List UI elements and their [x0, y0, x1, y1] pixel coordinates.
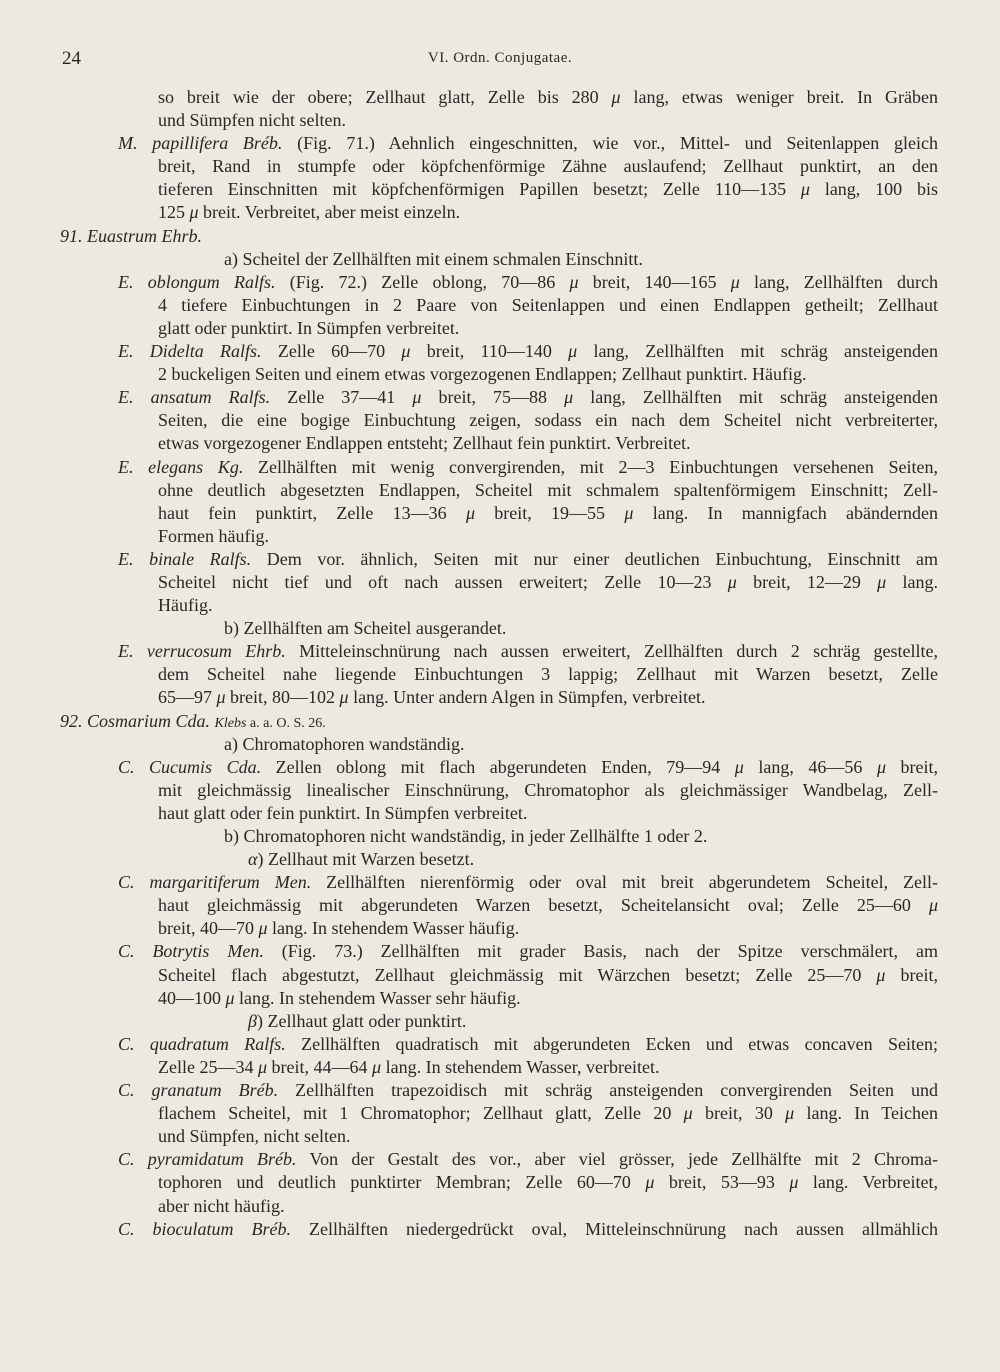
text-line: tophoren und deutlich punktirter Membran; Zelle 60—70 μ breit, 53—93 μ lang. Verbreitet, [158, 1172, 938, 1193]
text-line: E. binale Ralfs. Dem vor. ähnlich, Seiten mit nur einer deutlichen Einbuchtung, Einschnitt am [118, 548, 938, 569]
text-line: 4 tiefere Einbuchtungen in 2 Paare von Seitenlappen und einen Endlappen getheilt; Zellhaut [158, 294, 938, 315]
text-line: haut fein punktirt, Zelle 13—36 μ breit, 19—55 μ lang. In mannigfach abändernden [158, 502, 938, 523]
text-line: mit gleichmässig linealischer Einschnürung, Chromatophor als gleichmässiger Wandbelag, Zell- [158, 779, 938, 800]
text-line: 40—100 μ lang. In stehendem Wasser sehr häufig. [158, 987, 521, 1008]
text-line: Zelle 25—34 μ breit, 44—64 μ lang. In stehendem Wasser, verbreitet. [158, 1056, 660, 1077]
text-line: a) Scheitel der Zellhälften mit einem schmalen Einschnitt. [224, 248, 643, 269]
text-line: E. verrucosum Ehrb. Mitteleinschnürung nach aussen erweitert, Zellhälften durch 2 schräg gestellte, [118, 641, 938, 662]
text-line: 65—97 μ breit, 80—102 μ lang. Unter andern Algen in Sümpfen, verbreitet. [158, 687, 706, 708]
text-line: C. Botrytis Men. (Fig. 73.) Zellhälften mit grader Basis, nach der Spitze verschmälert, am [118, 941, 938, 962]
text-line: Häufig. [158, 595, 213, 616]
text-line: dem Scheitel nahe liegende Einbuchtungen 3 lappig; Zellhaut mit Warzen besetzt, Zelle [158, 664, 938, 685]
text-line: tieferen Einschnitten mit köpfchenförmigen Papillen besetzt; Zelle 110—135 μ lang, 100 bis [158, 179, 938, 200]
text-line: C. pyramidatum Bréb. Von der Gestalt des vor., aber viel grösser, jede Zellhälfte mit 2 Chroma- [118, 1149, 938, 1170]
text-line: Formen häufig. [158, 525, 269, 546]
text-line: haut glatt oder fein punktirt. In Sümpfen verbreitet. [158, 802, 528, 823]
running-title: VI. Ordn. Conjugatae. [427, 50, 573, 66]
text-line: α) Zellhaut mit Warzen besetzt. [248, 849, 475, 870]
text-line: E. oblongum Ralfs. (Fig. 72.) Zelle oblong, 70—86 μ breit, 140—165 μ lang, Zellhälften durch [118, 271, 938, 292]
text-line: M. papillifera Bréb. (Fig. 71.) Aehnlich eingeschnitten, wie vor., Mittel- und Seitenlappen gleich [118, 133, 938, 154]
text-line: flachem Scheitel, mit 1 Chromatophor; Zellhaut glatt, Zelle 20 μ breit, 30 μ lang. In Teichen [158, 1103, 938, 1124]
text-line: β) Zellhaut glatt oder punktirt. [248, 1010, 467, 1031]
text-line: 125 μ breit. Verbreitet, aber meist einzeln. [158, 202, 461, 223]
text-line: C. Cucumis Cda. Zellen oblong mit flach abgerundeten Enden, 79—94 μ lang, 46—56 μ breit, [118, 756, 939, 777]
page-number: 24 [62, 48, 81, 69]
text-line: und Sümpfen nicht selten. [158, 110, 346, 131]
text-line: 2 buckeligen Seiten und einem etwas vorgezogenen Endlappen; Zellhaut punktirt. Häufig. [158, 364, 807, 385]
text-line: 92. Cosmarium Cda. Klebs a. a. O. S. 26. [60, 710, 326, 731]
text-line: so breit wie der obere; Zellhaut glatt, Zelle bis 280 μ lang, etwas weniger breit. In Gräben [158, 87, 938, 107]
text-line: E. ansatum Ralfs. Zelle 37—41 μ breit, 75—88 μ lang, Zellhälften mit schräg ansteigenden [118, 387, 938, 408]
text-line: haut gleichmässig mit abgerundeten Warzen besetzt, Scheitelansicht oval; Zelle 25—60 μ [158, 895, 938, 916]
body-text [60, 86, 938, 1241]
text-line: C. bioculatum Bréb. Zellhälften niedergedrückt oval, Mitteleinschnürung nach aussen allmählich [118, 1218, 938, 1239]
text-line: Scheitel nicht tief und oft nach aussen erweitert; Zelle 10—23 μ breit, 12—29 μ lang. [158, 571, 938, 592]
text-line: Scheitel flach abgestutzt, Zellhaut gleichmässig mit Wärzchen besetzt; Zelle 25—70 μ breit, [158, 964, 938, 985]
text-line: b) Chromatophoren nicht wandständig, in jeder Zellhälfte 1 oder 2. [224, 826, 708, 846]
text-line: C. granatum Bréb. Zellhälften trapezoidisch mit schräg ansteigenden convergirenden Seiten und [118, 1080, 938, 1101]
text-line: breit, Rand in stumpfe oder köpfchenförmige Zähne auslaufend; Zellhaut punktirt, an den [158, 156, 938, 177]
text-line: C. quadratum Ralfs. Zellhälften quadratisch mit abgerundeten Ecken und etwas concaven Seiten; [118, 1033, 938, 1054]
text-line: a) Chromatophoren wandständig. [224, 733, 465, 754]
text-line: b) Zellhälften am Scheitel ausgerandet. [224, 618, 507, 639]
text-line: glatt oder punktirt. In Sümpfen verbreitet. [158, 317, 460, 338]
text-line: Seiten, die eine bogige Einbuchtung zeigen, sodass ein nach dem Scheitel nicht verbreiterter, [158, 410, 938, 431]
text-line: aber nicht häufig. [158, 1195, 285, 1216]
text-line: und Sümpfen, nicht selten. [158, 1126, 351, 1147]
text-line: etwas vorgezogener Endlappen entsteht; Zellhaut fein punktirt. Verbreitet. [158, 433, 691, 454]
text-line: breit, 40—70 μ lang. In stehendem Wasser häufig. [158, 918, 520, 939]
page-header [62, 48, 938, 78]
text-line: C. margaritiferum Men. Zellhälften nierenförmig oder oval mit breit abgerundetem Scheitel, Zell- [118, 872, 938, 893]
text-line: ohne deutlich abgesetzten Endlappen, Scheitel mit schmalem spaltenförmigem Einschnitt; Zell- [158, 479, 938, 500]
text-line: E. Didelta Ralfs. Zelle 60—70 μ breit, 110—140 μ lang, Zellhälften mit schräg ansteigenden [118, 341, 938, 362]
text-line: E. elegans Kg. Zellhälften mit wenig convergirenden, mit 2—3 Einbuchtungen versehenen Seiten, [118, 456, 938, 477]
text-line: 91. Euastrum Ehrb. [60, 225, 203, 246]
